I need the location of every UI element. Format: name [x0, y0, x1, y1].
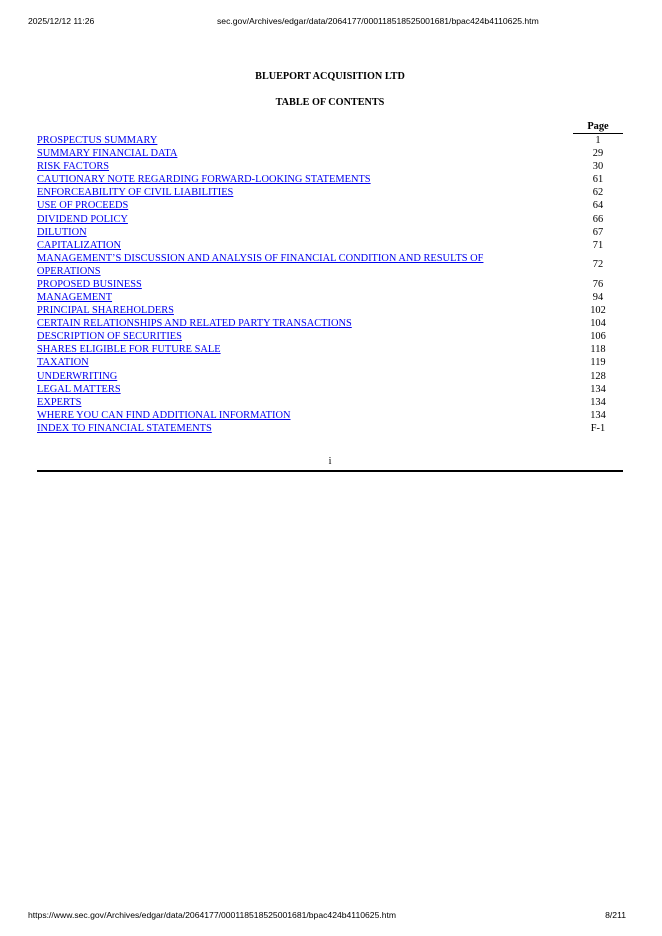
toc-link-principal-shareholders[interactable]: PRINCIPAL SHAREHOLDERS: [37, 305, 174, 317]
toc-link-underwriting[interactable]: UNDERWRITING: [37, 370, 118, 382]
toc-row: [37, 199, 623, 212]
toc-row: [37, 213, 623, 226]
toc-link-additional-information[interactable]: WHERE YOU CAN FIND ADDITIONAL INFORMATION: [37, 409, 291, 421]
toc-row: [37, 304, 623, 317]
toc-page-number: 72: [592, 259, 604, 271]
toc-header-spacer: [37, 121, 573, 134]
toc-page-number: 134: [590, 409, 606, 421]
toc-row: [37, 370, 623, 383]
toc-page-number: 30: [592, 161, 604, 173]
toc-title: TABLE OF CONTENTS: [275, 97, 385, 108]
toc-link-capitalization[interactable]: CAPITALIZATION: [37, 239, 122, 251]
toc-row: [37, 147, 623, 160]
toc-page-number: 67: [592, 226, 604, 238]
toc-page-number: 128: [590, 370, 606, 382]
toc-page-number: 134: [590, 383, 606, 395]
toc-row: [37, 396, 623, 409]
toc-row: [37, 173, 623, 186]
print-page-count: 8/211: [605, 910, 626, 920]
toc-link-management[interactable]: MANAGEMENT: [37, 291, 113, 303]
toc-page-number: 64: [592, 200, 604, 212]
toc-page-number: 76: [592, 278, 604, 290]
toc-page-number: 71: [592, 239, 604, 251]
toc-row: [37, 278, 623, 291]
toc-row: [37, 186, 623, 199]
toc-link-description-of-securities[interactable]: DESCRIPTION OF SECURITIES: [37, 331, 182, 343]
toc-row: [37, 422, 623, 435]
toc-link-related-party-transactions[interactable]: CERTAIN RELATIONSHIPS AND RELATED PARTY TRANSACTIONS: [37, 318, 352, 330]
toc-page-number: 102: [590, 305, 606, 317]
toc-page-number: 106: [590, 331, 606, 343]
toc-link-legal-matters[interactable]: LEGAL MATTERS: [37, 383, 121, 395]
page-column-header: Page: [573, 121, 623, 134]
toc-link-mdna[interactable]: MANAGEMENT’S DISCUSSION AND ANALYSIS OF FINANCIAL CONDITION AND RESULTS OF OPERATIONS: [37, 252, 484, 277]
print-datetime: 2025/12/12 11:26: [28, 16, 95, 26]
toc-page-number: 66: [592, 213, 604, 225]
toc-row: [37, 160, 623, 173]
toc-row: [37, 343, 623, 356]
toc-link-summary-financial-data[interactable]: SUMMARY FINANCIAL DATA: [37, 148, 178, 160]
print-header-url: sec.gov/Archives/edgar/data/2064177/000118518525001681/bpac424b4110625.htm: [217, 16, 539, 26]
toc-row: [37, 383, 623, 396]
toc-link-enforceability[interactable]: ENFORCEABILITY OF CIVIL LIABILITIES: [37, 187, 234, 199]
toc-page-number: 94: [592, 291, 604, 303]
toc-page-number: F-1: [590, 422, 606, 434]
toc-row: [37, 226, 623, 239]
toc-page-number: 62: [592, 187, 604, 199]
document-page: [37, 66, 623, 472]
toc-page-number: 1: [595, 135, 601, 146]
toc-row: [37, 356, 623, 369]
print-header: [28, 16, 626, 28]
toc-link-proposed-business[interactable]: PROPOSED BUSINESS: [37, 278, 142, 290]
toc-link-experts[interactable]: EXPERTS: [37, 396, 82, 408]
toc-link-financial-statements-index[interactable]: INDEX TO FINANCIAL STATEMENTS: [37, 422, 212, 434]
toc-page-number: 118: [590, 344, 606, 356]
toc-row: [37, 291, 623, 304]
toc-link-prospectus-summary[interactable]: PROSPECTUS SUMMARY: [37, 134, 158, 146]
toc-page-number: 29: [592, 148, 604, 160]
document-page-number: i: [328, 455, 332, 467]
toc-row: [37, 409, 623, 422]
toc-row: [37, 330, 623, 343]
toc-page-number: 61: [592, 174, 604, 186]
toc-link-use-of-proceeds[interactable]: USE OF PROCEEDS: [37, 200, 129, 212]
toc-link-cautionary-note[interactable]: CAUTIONARY NOTE REGARDING FORWARD-LOOKING STATEMENTS: [37, 174, 371, 186]
toc-row: [37, 134, 623, 148]
toc-table: [37, 121, 623, 435]
toc-row: [37, 252, 623, 278]
toc-link-dilution[interactable]: DILUTION: [37, 226, 87, 238]
toc-row: [37, 317, 623, 330]
toc-page-number: 104: [590, 318, 606, 330]
toc-link-taxation[interactable]: TAXATION: [37, 357, 89, 369]
toc-page-number: 119: [590, 357, 606, 369]
print-footer-url: https://www.sec.gov/Archives/edgar/data/2064177/000118518525001681/bpac424b4110625.htm: [28, 910, 397, 920]
toc-row: [37, 239, 623, 252]
company-name: BLUEPORT ACQUISITION LTD: [255, 71, 405, 82]
print-footer: [28, 910, 626, 922]
toc-link-risk-factors[interactable]: RISK FACTORS: [37, 161, 110, 173]
toc-page-number: 134: [590, 396, 606, 408]
toc-link-dividend-policy[interactable]: DIVIDEND POLICY: [37, 213, 128, 225]
page-bottom-rule: [37, 470, 623, 472]
toc-link-shares-eligible[interactable]: SHARES ELIGIBLE FOR FUTURE SALE: [37, 344, 221, 356]
